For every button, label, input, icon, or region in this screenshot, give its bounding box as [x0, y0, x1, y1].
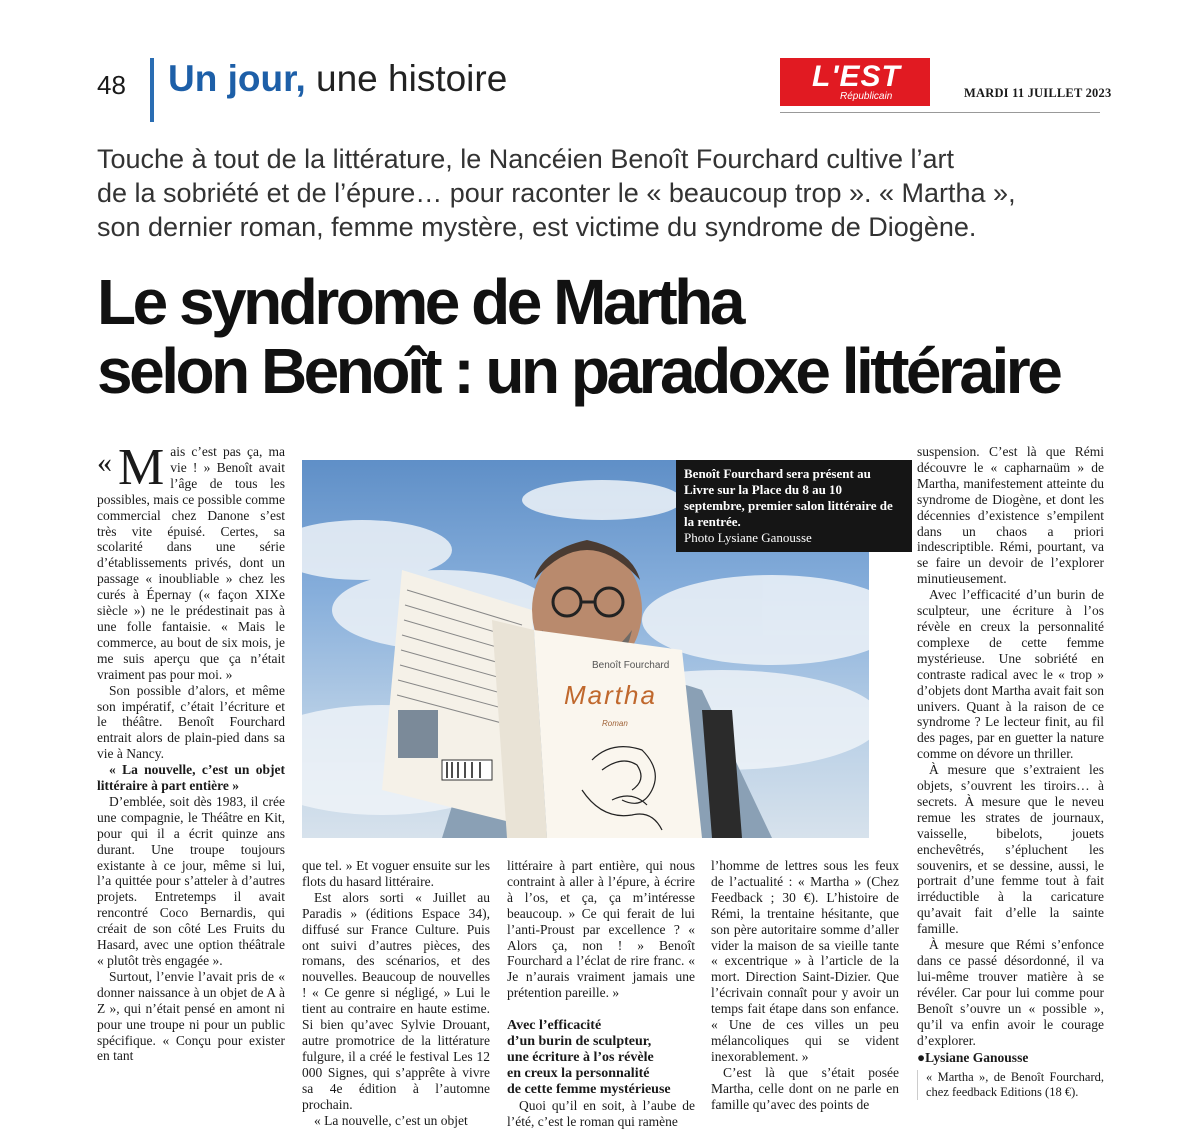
book-genre-text: Roman	[602, 719, 628, 728]
paragraph: C’est là que s’était posée Martha, celle dont on ne parle en famille qu’avec des points de	[711, 1064, 899, 1112]
logo-sub: Républicain	[840, 91, 893, 102]
paragraph	[97, 439, 285, 683]
page-number: 48	[97, 70, 126, 100]
paragraph: Surtout, l’envie l’avait pris de « donner naissance à un objet de A à Z », qui n’était pensé en amont ni pour une troupe ni pour un public spécifique. « Conçu pour exister en tant	[97, 968, 285, 1064]
column-3-tail	[507, 1098, 695, 1130]
header-rule	[780, 112, 1100, 113]
pull-quote-line: Avec l’efficacité	[507, 1018, 602, 1033]
header-divider	[150, 58, 154, 122]
column-3	[507, 858, 695, 1001]
paragraph: Est alors sorti « Juillet au Paradis » (éditions Espace 34), diffusé sur France Culture. Puis ont suivi d’autres pièces, des romans, des scénarios, et des nouvelles. Beaucoup de nouvelles ! « Ce genre si négligé, » Lui le tient au contraire en haute estime. Si bien qu’avec Sylvie Drouant, autre promotrice de la littérature fulgure, il a créé le festival Les 12 000 Signes, qui s’apprête à vivre sa 4e édition à l’automne prochain.	[302, 889, 490, 1112]
title-line: Le syndrome de Martha	[97, 266, 742, 338]
logo-main: L'EST	[812, 60, 901, 93]
paragraph: « La nouvelle, c’est un objet	[314, 1112, 468, 1128]
pull-quote	[507, 1018, 695, 1098]
issue-date: MARDI 11 JUILLET 2023	[964, 86, 1112, 100]
paragraph: À mesure que s’extraient les objets, s’ouvrent les tiroirs… à secrets. À mesure que le neveu remue les strates de journaux, vaisselle, bibelots, jouets enchevêtrés, s’épluchent les souvenirs, et se dessine, aussi, le portrait d’une femme tout à fait irréductible à la caricature qu’avait fait d’elle la sainte famille.	[917, 762, 1104, 937]
paragraph: littéraire à part entière, qui nous contraint à aller à l’épure, à écrire à l’os, et ça, ça m’intéresse beaucoup. » Ce qui ferait de lui l’anti-Proust par excellence ? « Alors ça, non ! » Benoît Fourchard a l’éclat de rire franc. « Je n’aurais vraiment jamais une prétention pareille. »	[507, 858, 695, 1001]
paragraph: Quoi qu’il en soit, à l’aube de l’été, c’est le roman qui ramène	[507, 1098, 695, 1129]
photo-caption	[676, 460, 912, 552]
paragraph: Son possible d’alors, et même son impératif, c’était l’écriture et le théâtre. Benoît Fourchard entrait alors de plain-pied dans sa vie à Nancy.	[97, 682, 285, 762]
book-info: « Martha », de Benoît Fourchard, chez feedback Editions (18 €).	[917, 1070, 1104, 1100]
lead-line: Touche à tout de la littérature, le Nancéien Benoît Fourchard cultive l’art	[97, 144, 954, 174]
section-rubric	[168, 58, 507, 100]
newspaper-logo	[780, 58, 930, 106]
column-2	[302, 858, 490, 1128]
subheading: « La nouvelle, c’est un objet littéraire à part entière »	[97, 762, 285, 794]
paragraph: À mesure que Rémi s’enfonce dans ce passé désordonné, il va lui-même trouver matière à se révéler. Car pour lui comme pour Benoît s’ouvre un « possible », qu’il va enfin avoir le courage d’explorer.	[917, 937, 1104, 1048]
paragraph: Avec l’efficacité d’un burin de sculpteur, une écriture à l’os révèle en creux la personnalité complexe de cette femme mystérieuse. Une sobriété en contraste radical avec le « trop » d’objets dont Martha avait fait son univers. Quant à la raison de ce syndrome ? Le lecteur finit, au fil des pages, par en guetter la nature comme on dévore un thriller.	[917, 587, 1104, 762]
paragraph: D’emblée, soit dès 1983, il crée une compagnie, le Théâtre en Kit, pour qui il a écrit quinze ans durant. Une troupe toujours existante à ce jour, même si lui, l’a quittée pour s’atteler à d’autres projets. Entretemps il avait rencontré Coco Bernardis, qui créait de son côté Les Fruits du Hasard, avec une option théâtrale « plutôt très engagée ».	[97, 793, 285, 968]
lead-line: son dernier roman, femme mystère, est victime du syndrome de Diogène.	[97, 212, 977, 242]
drop-cap: M	[118, 439, 165, 496]
column-1	[97, 439, 285, 1064]
pull-quote-line: de cette femme mystérieuse	[507, 1082, 671, 1097]
book-title-text: Martha	[564, 680, 657, 710]
book-author-text: Benoît Fourchard	[592, 660, 670, 671]
article-lead	[97, 142, 1057, 244]
title-line: selon Benoît : un paradoxe littéraire	[97, 335, 1060, 407]
article-title	[97, 268, 1107, 406]
author-signature: ●Lysiane Ganousse	[917, 1050, 1029, 1066]
paragraph: que tel. » Et voguer ensuite sur les flots du hasard littéraire.	[302, 858, 490, 889]
rubric-rest: une histoire	[305, 58, 508, 99]
pull-quote-line: en creux la personnalité	[507, 1066, 650, 1081]
pull-quote-line: d’un burin de sculpteur,	[507, 1034, 652, 1049]
photo-credit: Photo Lysiane Ganousse	[684, 530, 812, 545]
paragraph-text: ais c’est pas ça, ma vie ! » Benoît avait l’âge de tous les possibles, mais ce possible comme commercial chez Danone s’est très vite épuisé. Certes, sa scolarité dans une série d’établissements privés, dont un passage « inoubliable » chez les curés à Épernay (« façon XIXe siècle ») ne le prédestinait pas à une folle fantaisie. « Mais le commerce, au bout de six mois, je me suis aperçu que ça n’était vraiment pas pour moi. »	[97, 444, 285, 682]
rubric-accent: Un jour,	[168, 58, 306, 99]
lead-line: de la sobriété et de l’épure… pour raconter le « beaucoup trop ». « Martha »,	[97, 178, 1016, 208]
column-4	[711, 858, 899, 1113]
paragraph: l’homme de lettres sous les feux de l’actualité : « Martha » (Chez Feedback ; 30 €). L’histoire de Rémi, la trentaine hésitante, que son père autoritaire somme d’aller vider la maison de sa vieille tante « excentrique » à l’article de la mort. Direction Saint-Dizier. Que l’écrivain connaît pour y avoir un temps fait étape dans son enfance. « Une de ces villes un peu mélancoliques qui se vident inexorablement. »	[711, 858, 899, 1064]
opening-quote: «	[97, 446, 112, 479]
paragraph: suspension. C’est là que Rémi découvre le « capharnaüm » de Martha, manifestement atteinte du syndrome de Diogène, et dont les décennies d’existence s’empilent dans un chaos a priori indescriptible. Rémi, pourtant, va se faire un devoir de l’explorer minutieusement.	[917, 444, 1104, 587]
pull-quote-line: une écriture à l’os révèle	[507, 1050, 654, 1065]
column-5	[917, 444, 1104, 1100]
caption-text: Benoît Fourchard sera présent au Livre sur la Place du 8 au 10 septembre, premier salon littéraire de la rentrée.	[684, 466, 893, 529]
